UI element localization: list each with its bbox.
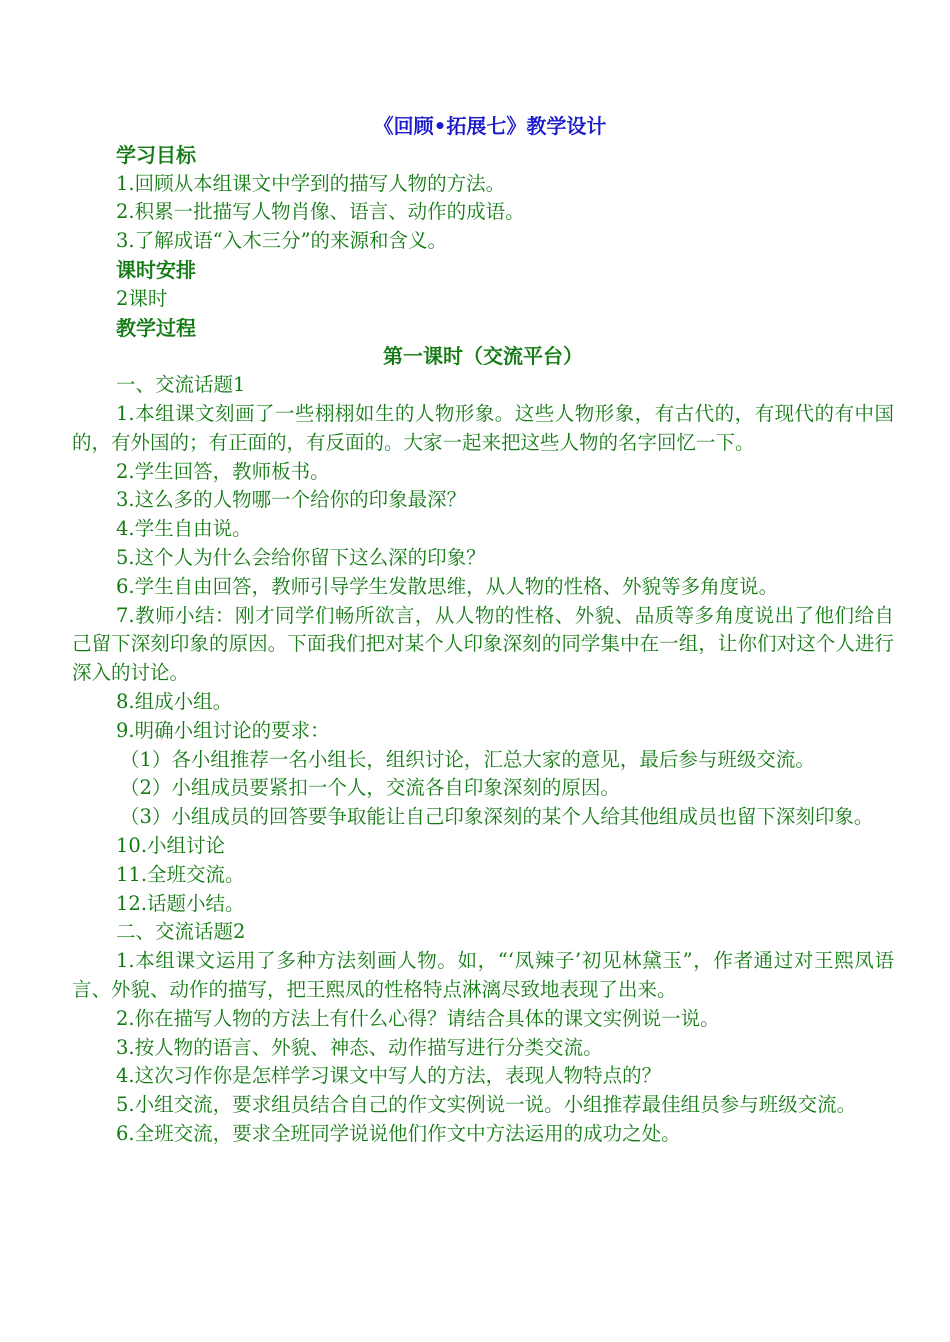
topic-item: 7.教师小结：刚才同学们畅所欲言，从人物的性格、外貌、品质等多角度说出了他们给自己留下深刻印象的原因。下面我们把对某个人印象深刻的同学集中在一组，让你们对这个人进行深入的讨论。 (72, 603, 894, 685)
discussion-requirement: （3）小组成员的回答要争取能让自己印象深刻的某个人给其他组成员也留下深刻印象。 (120, 805, 874, 829)
learning-goal-item: 1.回顾从本组课文中学到的描写人物的方法。 (116, 171, 506, 195)
topic-title: 二、交流话题2 (116, 920, 246, 944)
topic-item: 9.明确小组讨论的要求： (116, 718, 330, 742)
topic-title: 一、交流话题1 (116, 373, 246, 397)
schedule-value: 2课时 (116, 286, 168, 310)
learning-goals-heading: 学习目标 (116, 142, 196, 167)
topic-item: 1.本组课文刻画了一些栩栩如生的人物形象。这些人物形象，有古代的，有现代的有中国的，有外国的；有正面的，有反面的。大家一起来把这些人物的名字回忆一下。 (72, 401, 894, 454)
topic-item: 5.这个人为什么会给你留下这么深的印象？ (116, 545, 486, 569)
discussion-requirement: （2）小组成员要紧扣一个人，交流各自印象深刻的原因。 (120, 776, 620, 800)
schedule-heading: 课时安排 (116, 257, 196, 282)
topic-item: 4.这次习作你是怎样学习课文中写人的方法，表现人物特点的？ (116, 1064, 662, 1088)
document-page (72, 112, 894, 1149)
topic-item: 12.话题小结。 (116, 891, 245, 915)
topic-item: 10.小组讨论 (116, 833, 226, 857)
document-title: 《回顾•拓展七》教学设计 (373, 114, 607, 138)
topic-item: 6.学生自由回答，教师引导学生发散思维，从人物的性格、外貌等多角度说。 (116, 574, 779, 598)
topic-item: 3.按人物的语言、外貌、神态、动作描写进行分类交流。 (116, 1035, 603, 1059)
discussion-requirement: （1）各小组推荐一名小组长，组织讨论，汇总大家的意见，最后参与班级交流。 (120, 747, 815, 771)
topic-item: 5.小组交流，要求组员结合自己的作文实例说一说。小组推荐最佳组员参与班级交流。 (116, 1093, 857, 1117)
topic-item: 2.你在描写人物的方法上有什么心得？请结合具体的课文实例说一说。 (116, 1006, 720, 1030)
topic-item: 1.本组课文运用了多种方法刻画人物。如，“‘凤辣子’初见林黛玉”，作者通过对王熙凤语言、外貌、动作的描写，把王熙凤的性格特点淋漓尽致地表现了出来。 (72, 949, 894, 1001)
topic-item: 11.全班交流。 (116, 862, 245, 886)
process-heading: 教学过程 (116, 315, 196, 340)
learning-goal-item: 3.了解成语“入木三分”的来源和含义。 (116, 229, 448, 253)
learning-goal-item: 2.积累一批描写人物肖像、语言、动作的成语。 (116, 200, 525, 224)
topic-item: 6.全班交流，要求全班同学说说他们作文中方法运用的成功之处。 (116, 1121, 681, 1145)
topic-item: 3.这么多的人物哪一个给你的印象最深？ (116, 488, 467, 512)
topic-item: 4.学生自由说。 (116, 517, 252, 541)
topic-item: 8.组成小组。 (116, 689, 233, 713)
lesson-title: 第一课时（交流平台） (383, 344, 583, 369)
topic-item: 2.学生回答，教师板书。 (116, 459, 330, 483)
